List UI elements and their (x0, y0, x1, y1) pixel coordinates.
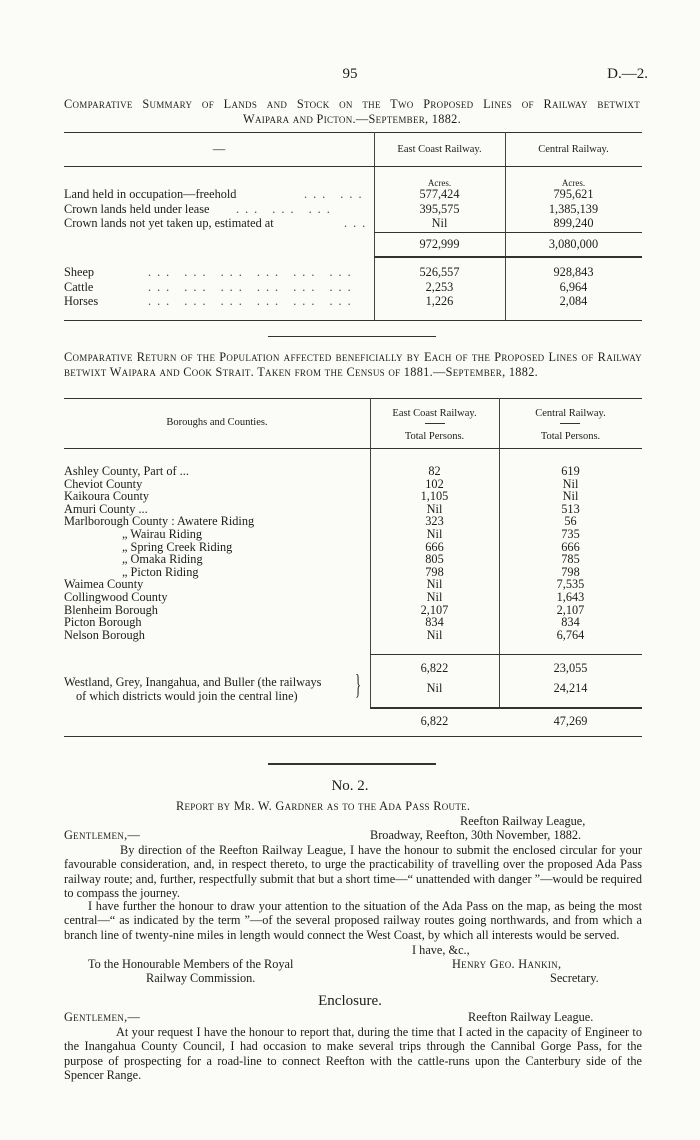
table-row (64, 465, 642, 478)
table1-east-unit: Acres. (427, 178, 452, 188)
row-label: Picton Borough (64, 615, 142, 630)
table1-subtotal-rule (374, 232, 642, 233)
letter-paragraph-1: By direction of the Reefton Railway League, I have the honour to submit the enclosed circular for your favourable consideration, and, in respect thereto, to urge the practicability of travelling over the proposed Ada Pass railway route; and, further, respectfully submit that but a short time—“ unattended with danger ”—would be required to compass the journey. (64, 843, 642, 901)
row-label: Crown lands not yet taken up, estimated at (64, 216, 274, 230)
table1-title-line2: Waipara and Picton.—September, 1882. (243, 112, 461, 126)
letter-to-line2: Railway Commission. (146, 971, 256, 985)
row-label: Amuri County ... (64, 501, 148, 516)
table2-total-rule (370, 707, 642, 709)
row-label: „ Omaka Riding (122, 552, 203, 567)
row-label: Marlborough County : Awatere Riding (64, 514, 255, 529)
table2-title-text: Comparative Return of the Population affected beneficially by Each of the Proposed Lines of Railway betwixt Waipara and Cook Strait. Taken from the Census of 1881.—September, 1882. (64, 350, 642, 379)
row-central-value: 1,643 (556, 589, 585, 604)
letter-signer-title: Secretary. (550, 971, 599, 985)
table2-east-header: East Coast Railway. (392, 408, 477, 419)
row-central-value: 1,385,139 (548, 201, 599, 216)
enclosure-heading: Enclosure. (318, 993, 382, 1009)
table2-westland-east: Nil (426, 681, 443, 695)
table-row: Sheep ... ... ... ... ... ... 526,557 928,843 (64, 265, 642, 280)
table1-east-header: East Coast Railway. (397, 144, 482, 155)
enclosure-org: Reefton Railway League. (468, 1010, 594, 1024)
row-label: Crown lands held under lease (64, 201, 210, 216)
row-east-value: 526,557 (419, 265, 460, 279)
row-east-value: 82 (428, 464, 441, 478)
row-central-value: 7,535 (556, 577, 585, 592)
table2-total-east: 6,822 (420, 714, 449, 728)
table2-westland-label-line2: of which districts would join the central line) (76, 689, 298, 703)
row-label: Collingwood County (64, 589, 168, 604)
row-east-value: Nil (426, 627, 443, 642)
row-label: Sheep (64, 265, 95, 279)
table2-rows (64, 465, 642, 641)
document-reference: D.—2. (607, 66, 648, 82)
table-row: Crown lands not yet taken up, estimated at ... Nil 899,240 (64, 216, 642, 231)
table-row: Cattle ... ... ... ... ... ... 2,253 6,964 (64, 280, 642, 295)
row-central-value: Nil (562, 476, 579, 491)
table1-total-rule (374, 256, 642, 258)
table-row (64, 629, 642, 642)
row-central-value: Nil (562, 489, 579, 504)
letter-signer: Henry Geo. Hankin, (452, 957, 562, 971)
row-east-value: 102 (425, 476, 444, 491)
table2-central-header: Central Railway. (535, 408, 606, 419)
row-east-value: 395,575 (419, 201, 460, 216)
row-east-value: 577,424 (419, 187, 460, 201)
table2-subtotal-east: 6,822 (420, 661, 449, 675)
table2-bottom-rule (64, 736, 642, 737)
row-east-value: Nil (431, 216, 448, 230)
row-label: Cattle (64, 279, 94, 294)
row-label: Cheviot County (64, 476, 143, 491)
table1-bottom-rule (64, 320, 642, 321)
row-central-value: 6,764 (556, 627, 585, 642)
table2-top-rule (64, 398, 642, 399)
section-divider-1 (268, 336, 436, 337)
row-central-value: 2,107 (556, 602, 585, 617)
table1-top-rule (64, 132, 642, 133)
table-row: Land held in occupation—freehold ... ... 577,424 795,621 (64, 187, 642, 202)
row-label: Kaikoura County (64, 489, 150, 504)
table-row (64, 478, 642, 491)
row-central-value: 928,843 (553, 265, 594, 279)
row-east-value: 1,105 (420, 489, 449, 504)
row-east-value: 666 (425, 539, 444, 554)
row-east-value: 2,253 (425, 279, 454, 294)
row-central-value: 834 (561, 615, 580, 630)
row-central-value: 619 (561, 464, 580, 478)
table2-header-rule (64, 448, 642, 449)
row-central-value: 2,084 (559, 294, 588, 308)
table2-subtotal-central: 23,055 (553, 661, 588, 675)
table-row: Crown lands held under lease ... ... ... 395,575 1,385,139 (64, 202, 642, 217)
letter-subheading: Report by Mr. W. Gardner as to the Ada Pass Route. (176, 799, 471, 813)
table2-east-header-dash (425, 423, 445, 424)
table1-title-line1: Comparative Summary of Lands and Stock on the Two Proposed Lines of Railway betwixt (64, 97, 640, 111)
row-label: Nelson Borough (64, 627, 145, 642)
letter-address-date: Broadway, Reefton, 30th November, 1882. (370, 828, 582, 842)
table1-stock-rows (64, 265, 642, 309)
row-east-value: 1,226 (425, 294, 454, 308)
table1-land-total-central: 3,080,000 (548, 237, 599, 251)
row-east-value: 2,107 (420, 602, 449, 617)
row-central-value: 795,621 (553, 187, 594, 201)
table1-central-unit: Acres. (561, 178, 586, 188)
table2-subtotal-rule (370, 654, 642, 655)
row-east-value: Nil (426, 526, 443, 541)
table2-westland-label-line1: Westland, Grey, Inangahua, and Buller (the railways (64, 675, 322, 689)
table1-land-rows (64, 187, 642, 231)
row-east-value: 798 (425, 564, 444, 579)
row-east-value: Nil (426, 589, 443, 604)
westland-brace: } (355, 670, 362, 701)
table2-central-header-dash (560, 423, 580, 424)
letter-org: Reefton Railway League, (460, 814, 586, 828)
row-east-value: 805 (425, 552, 444, 567)
row-central-value: 899,240 (553, 216, 594, 230)
row-central-value: 513 (561, 501, 580, 516)
row-label: Horses (64, 294, 99, 308)
row-label: „ Wairau Riding (122, 526, 203, 541)
table-row: Horses ... ... ... ... ... ... 1,226 2,084 (64, 294, 642, 309)
row-central-value: 6,964 (559, 279, 588, 294)
row-east-value: Nil (426, 501, 443, 516)
row-central-value: 56 (564, 514, 577, 529)
row-east-value: 323 (425, 514, 444, 529)
table-row (64, 616, 642, 629)
table2-east-subheader: Total Persons. (404, 431, 465, 442)
letter-heading: No. 2. (331, 778, 369, 794)
table2-central-subheader: Total Persons. (540, 431, 601, 442)
table1-blank-header: — (212, 142, 226, 156)
table1-central-header: Central Railway. (538, 144, 609, 155)
table1-header-rule (64, 166, 642, 167)
letter-salutation: Gentlemen,— (64, 828, 141, 842)
letter-closing: I have, &c., (412, 943, 470, 957)
table-row (64, 553, 642, 566)
enclosure-salutation: Gentlemen,— (64, 1010, 141, 1024)
table2-total-central: 47,269 (553, 714, 588, 728)
table-row (64, 591, 642, 604)
table1-land-total-east: 972,999 (419, 237, 460, 251)
row-central-value: 785 (561, 552, 580, 567)
table2-boroughs-header: Boroughs and Counties. (166, 417, 268, 428)
table-row (64, 490, 642, 503)
row-central-value: 666 (561, 539, 580, 554)
row-label: Blenheim Borough (64, 602, 158, 617)
row-central-value: 798 (561, 564, 580, 579)
row-label: Ashley County, Part of ... (64, 464, 189, 478)
row-label: Land held in occupation—freehold (64, 187, 237, 201)
enclosure-paragraph: At your request I have the honour to report that, during the time that I acted in the capacity of Engineer to the Inangahua County Council, I had occasion to make several trips through the Cannibal Gorge Pass, for the purpose of prospecting for a road-line to connect Reefton with the cattle-runs upon the Canterbury side of the Spencer Range. (64, 1025, 642, 1083)
row-label: Waimea County (64, 577, 144, 592)
row-east-value: Nil (426, 577, 443, 592)
table-row (64, 528, 642, 541)
table-row (64, 604, 642, 617)
letter-paragraph-2: I have further the honour to draw your attention to the situation of the Ada Pass on the map, as being the most central—“ as indicated by the term ”—of the several proposed railway routes going northwards, and from which a branch line of twenty-nine miles in length would connect the West Coast, by which all interests would be served. (64, 899, 642, 942)
table2-westland-central: 24,214 (553, 681, 588, 695)
row-east-value: 834 (425, 615, 444, 630)
section-divider-2 (268, 763, 436, 765)
table2-title (64, 350, 642, 379)
page-number: 95 (342, 66, 358, 82)
row-label: „ Spring Creek Riding (122, 539, 233, 554)
letter-to-line1: To the Honourable Members of the Royal (88, 957, 294, 971)
row-central-value: 735 (561, 526, 580, 541)
row-label: „ Picton Riding (122, 564, 199, 579)
table-row (64, 566, 642, 579)
